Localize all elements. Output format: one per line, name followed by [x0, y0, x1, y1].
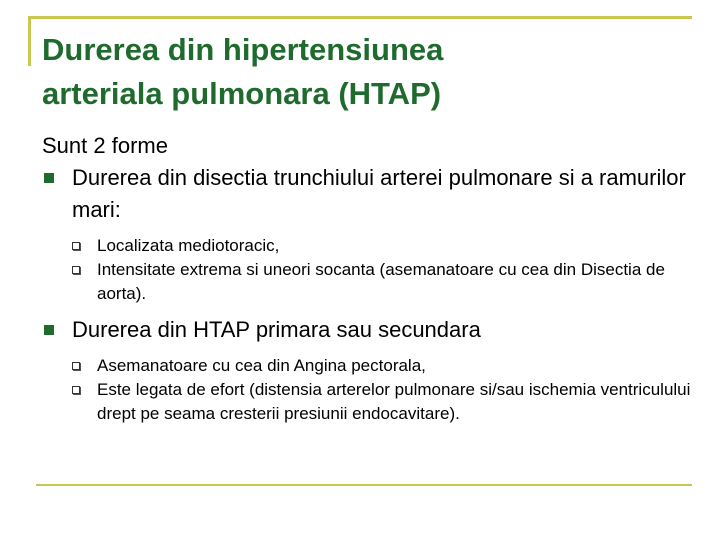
bullet-item: [42, 162, 692, 226]
bullet-text: Durerea din HTAP primara sau secundara: [72, 317, 481, 342]
intro-text: Sunt 2 forme: [42, 133, 168, 158]
checkbox-bullet-icon: [72, 386, 80, 394]
sub-bullet-item: [42, 234, 692, 258]
title-line-1: Durerea din hipertensiunea: [42, 32, 444, 67]
sub-bullet-item: [42, 378, 692, 426]
left-frame-line: [28, 16, 31, 66]
bullet-text: Durerea din disectia trunchiului arterei pulmonare si a ramurilor mari:: [72, 165, 686, 222]
sub-bullet-text: Localizata mediotoracic,: [97, 236, 280, 255]
sub-bullet-item: [42, 354, 692, 378]
title-line-2: arteriala pulmonara (HTAP): [42, 76, 442, 111]
slide-title: [42, 28, 692, 116]
checkbox-bullet-icon: [72, 266, 80, 274]
slide-content: [42, 130, 692, 426]
square-bullet-icon: [44, 325, 54, 335]
sub-bullet-text: Asemanatoare cu cea din Angina pectorala,: [97, 356, 426, 375]
square-bullet-icon: [44, 173, 54, 183]
top-frame-line: [28, 16, 692, 19]
bottom-rule-line: [36, 484, 692, 486]
checkbox-bullet-icon: [72, 242, 80, 250]
bullet-item: [42, 314, 692, 346]
checkbox-bullet-icon: [72, 362, 80, 370]
sub-bullet-item: [42, 258, 692, 306]
sub-bullet-text: Intensitate extrema si uneori socanta (asemanatoare cu cea din Disectia de aorta).: [97, 260, 665, 303]
sub-bullet-text: Este legata de efort (distensia arterelor pulmonare si/sau ischemia ventriculului drept pe seama cresterii presiunii endocavitare).: [97, 380, 691, 423]
